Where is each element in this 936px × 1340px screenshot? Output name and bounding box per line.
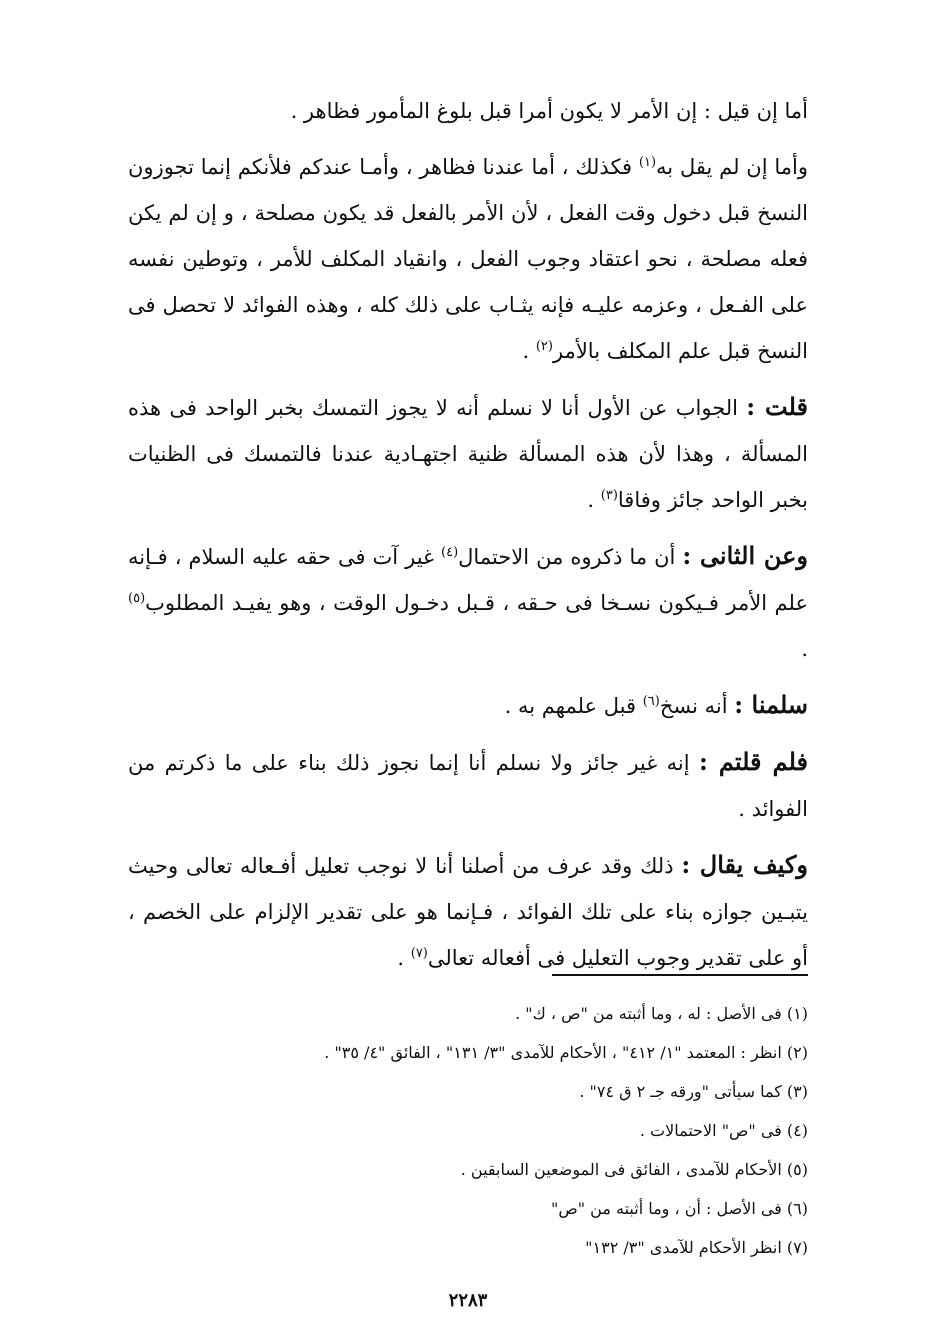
footnote-5: (٥) الأحكام للآمدى ، الفائق فى الموضعين السابقين .: [460, 1160, 808, 1179]
footnote-ref: (٦): [642, 694, 660, 709]
paragraph-1: [128, 88, 808, 134]
footnote-2: (٢) انظر : المعتمد "١/ ٤١٢" ، الأحكام للآمدى "٣/ ١٣١" ، الفائق "٤/ ٣٥" .: [324, 1043, 808, 1062]
paragraph-3: [128, 384, 808, 523]
footnote-ref: (٤): [441, 545, 459, 560]
paragraph-text: أما إن قيل : إن الأمر لا يكون أمرا قبل بلوغ المأمور فظاهر .: [290, 99, 808, 123]
paragraph-6: [128, 739, 808, 832]
paragraph-text: الجواب عن الأول أنا لا نسلم أنه لا يجوز التمسك بخبر الواحد فى هذه المسألة ، وهذا لأن هذه المسألة ظنية اجتهـادية عندنا فالتمسك فى الظنيات بخبر الواحد جائز وفاقا: [128, 396, 808, 512]
paragraph-text: فكذلك ، أما عندنا فظاهر ، وأمـا عندكم فلأنكم إنما تجوزون النسخ قبل دخول وقت الفعل ، لأن الأمر بالفعل قد يكون مصلحة ، و إن لم يكن فعله مصلحة ، نحو اعتقاد وجوب الفعل ، وانقياد المكلف للأمر ، وتوطين نفسه على الفـعل ، وعزمه عليـه فإنه يثـاب على ذلك كله ، وهذه الفوائد لا تحصل فى النسخ قبل علم المكلف بالأمر: [128, 155, 808, 363]
lead-term: سلمنا :: [734, 690, 808, 719]
paragraph-5: [128, 682, 808, 729]
footnote-ref: (٧): [410, 946, 428, 961]
paragraph-text: أنه نسخ: [659, 694, 735, 718]
footnote-4: (٤) فى "ص" الاحتمالات .: [639, 1121, 808, 1140]
page-number: ٢٢٨٣: [448, 1290, 488, 1311]
paragraph-text: غير آت فى حقه عليه السلام ، فـإنه علم الأمر فـيكون نسـخا فى حـقه ، قـبل دخـول الوقت ، وهو يفيـد المطلوب: [128, 545, 808, 615]
paragraph-text: ذلك وقد عرف من أصلنا أنا لا نوجب تعليل أفـعاله تعالى وحيث يتبـين جوازه بناء على تلك الفوائد ، فـإنما هو على تقدير الإلزام على الخصم ، أو على تقدير وجوب التعليل فى أفعاله تعالى: [128, 854, 808, 970]
paragraph-text: .: [522, 339, 536, 363]
main-text: [128, 88, 808, 991]
lead-term: قلت :: [746, 392, 808, 421]
footnote-1: (١) فى الأصل : له ، وما أثبته من "ص ، ك" .: [515, 1004, 808, 1023]
footnote-ref: (٢): [535, 339, 553, 354]
paragraph-text: .: [587, 488, 601, 512]
paragraph-2: [128, 144, 808, 374]
footnote-7: (٧) انظر الأحكام للآمدى "٣/ ١٣٢": [585, 1238, 808, 1257]
paragraph-7: [128, 842, 808, 981]
paragraph-text: .: [397, 946, 411, 970]
footnote-ref: (١): [638, 155, 657, 170]
footnote-ref: (٣): [600, 488, 618, 503]
paragraph-4: [128, 533, 808, 672]
lead-term: وعن الثانى :: [682, 541, 808, 570]
footnote-divider: [552, 974, 808, 976]
paragraph-text: .: [801, 637, 808, 661]
lead-term: وكيف يقال :: [681, 850, 808, 879]
paragraph-text: وأما إن لم يقل به: [656, 155, 808, 179]
footnotes: [128, 994, 808, 1267]
paragraph-text: أن ما ذكروه من الاحتمال: [458, 545, 683, 569]
footnote-6: (٦) فى الأصل : أن ، وما أثبته من "ص": [551, 1199, 808, 1218]
footnote-ref: (٥): [128, 591, 146, 606]
paragraph-text: قبل علمهم به .: [504, 694, 643, 718]
footnote-3: (٣) كما سيأتى "ورقه جـ ٢ ق ٧٤" .: [579, 1082, 808, 1101]
paragraph-text: إنه غير جائز ولا نسلم أنا إنما نجوز ذلك بناء على ما ذكرتم من الفوائد .: [128, 751, 808, 821]
lead-term: فلم قلتم :: [698, 747, 808, 776]
